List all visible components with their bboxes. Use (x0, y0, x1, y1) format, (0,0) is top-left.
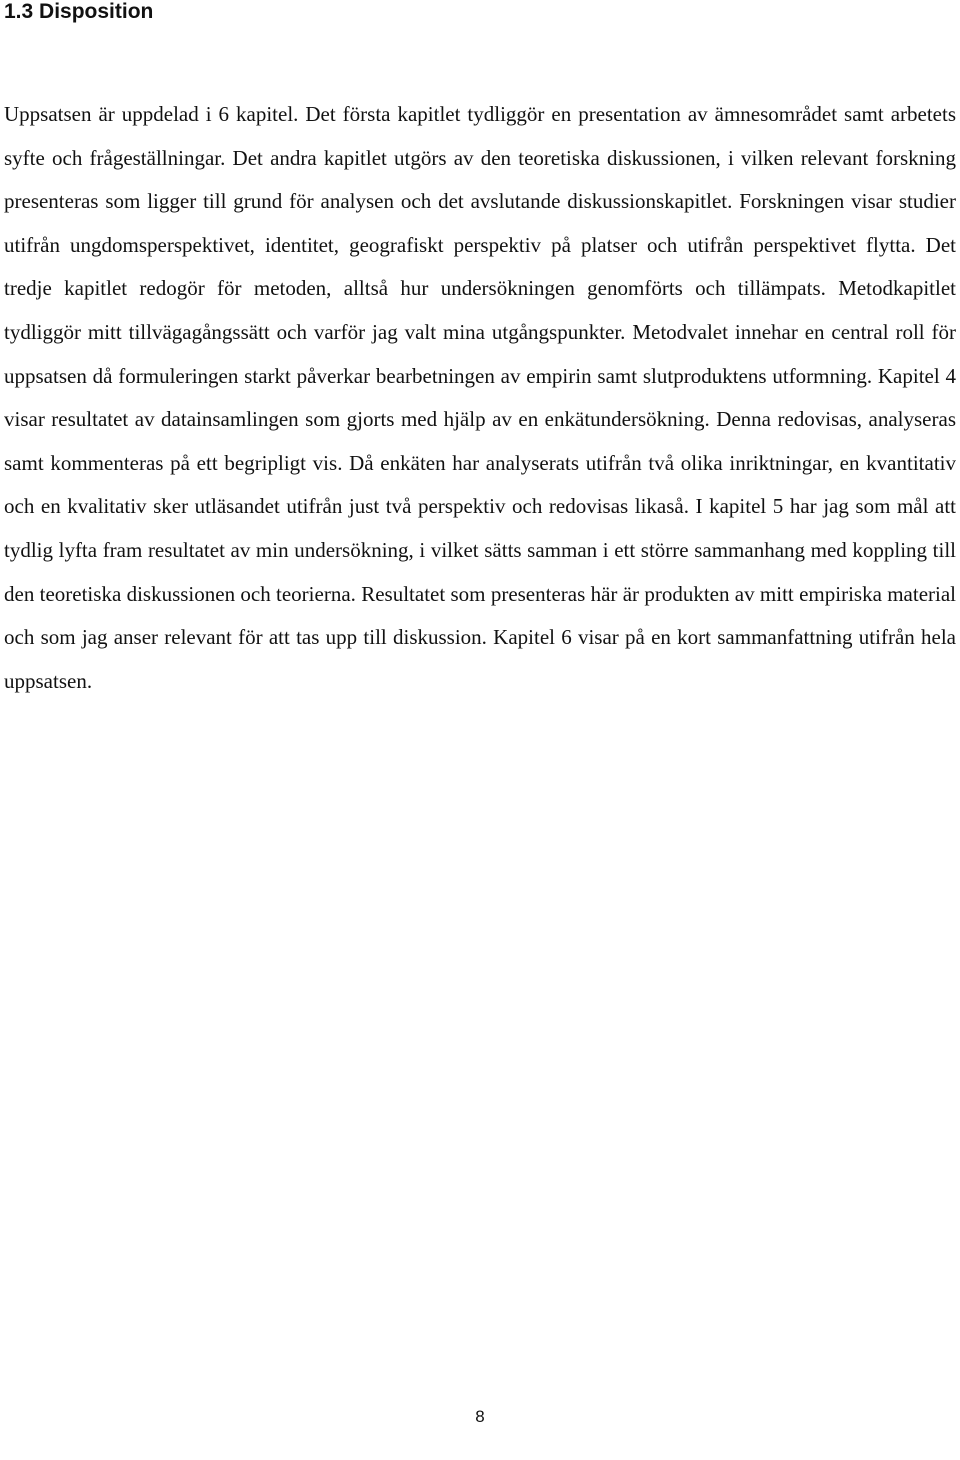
page-number: 8 (475, 1407, 485, 1426)
body-paragraph: Uppsatsen är uppdelad i 6 kapitel. Det första kapitlet tydliggör en presentation av ämnesområdet samt arbetets syfte och frågeställningar. Det andra kapitlet utgörs av den teoretiska diskussionen, i vilken relevant forskning presenteras som ligger till grund för analysen och det avslutande diskussionskapitlet. Forskningen visar studier utifrån ungdomsperspektivet, identitet, geografiskt perspektiv på platser och utifrån perspektivet flytta. Det tredje kapitlet redogör för metoden, alltså hur undersökningen genomförts och tillämpats. Metodkapitlet tydliggör mitt tillvägagångssätt och varför jag valt mina utgångspunkter. Metodvalet innehar en central roll för uppsatsen då formuleringen starkt påverkar bearbetningen av empirin samt slutproduktens utformning. Kapitel 4 visar resultatet av datainsamlingen som gjorts med hjälp av en enkätundersökning. Denna redovisas, analyseras samt kommenteras på ett begripligt vis. Då enkäten har analyserats utifrån två olika inriktningar, en kvantitativ och en kvalitativ sker utläsandet utifrån just två perspektiv och redovisas likaså. I kapitel 5 har jag som mål att tydlig lyfta fram resultatet av min undersökning, i vilket sätts samman i ett större sammanhang med koppling till den teoretiska diskussionen och teorierna. Resultatet som presenteras här är produkten av mitt empiriska material och som jag anser relevant för att tas upp till diskussion. Kapitel 6 visar på en kort sammanfattning utifrån hela uppsatsen. (4, 102, 956, 693)
section-heading: 1.3 Disposition (4, 0, 154, 23)
